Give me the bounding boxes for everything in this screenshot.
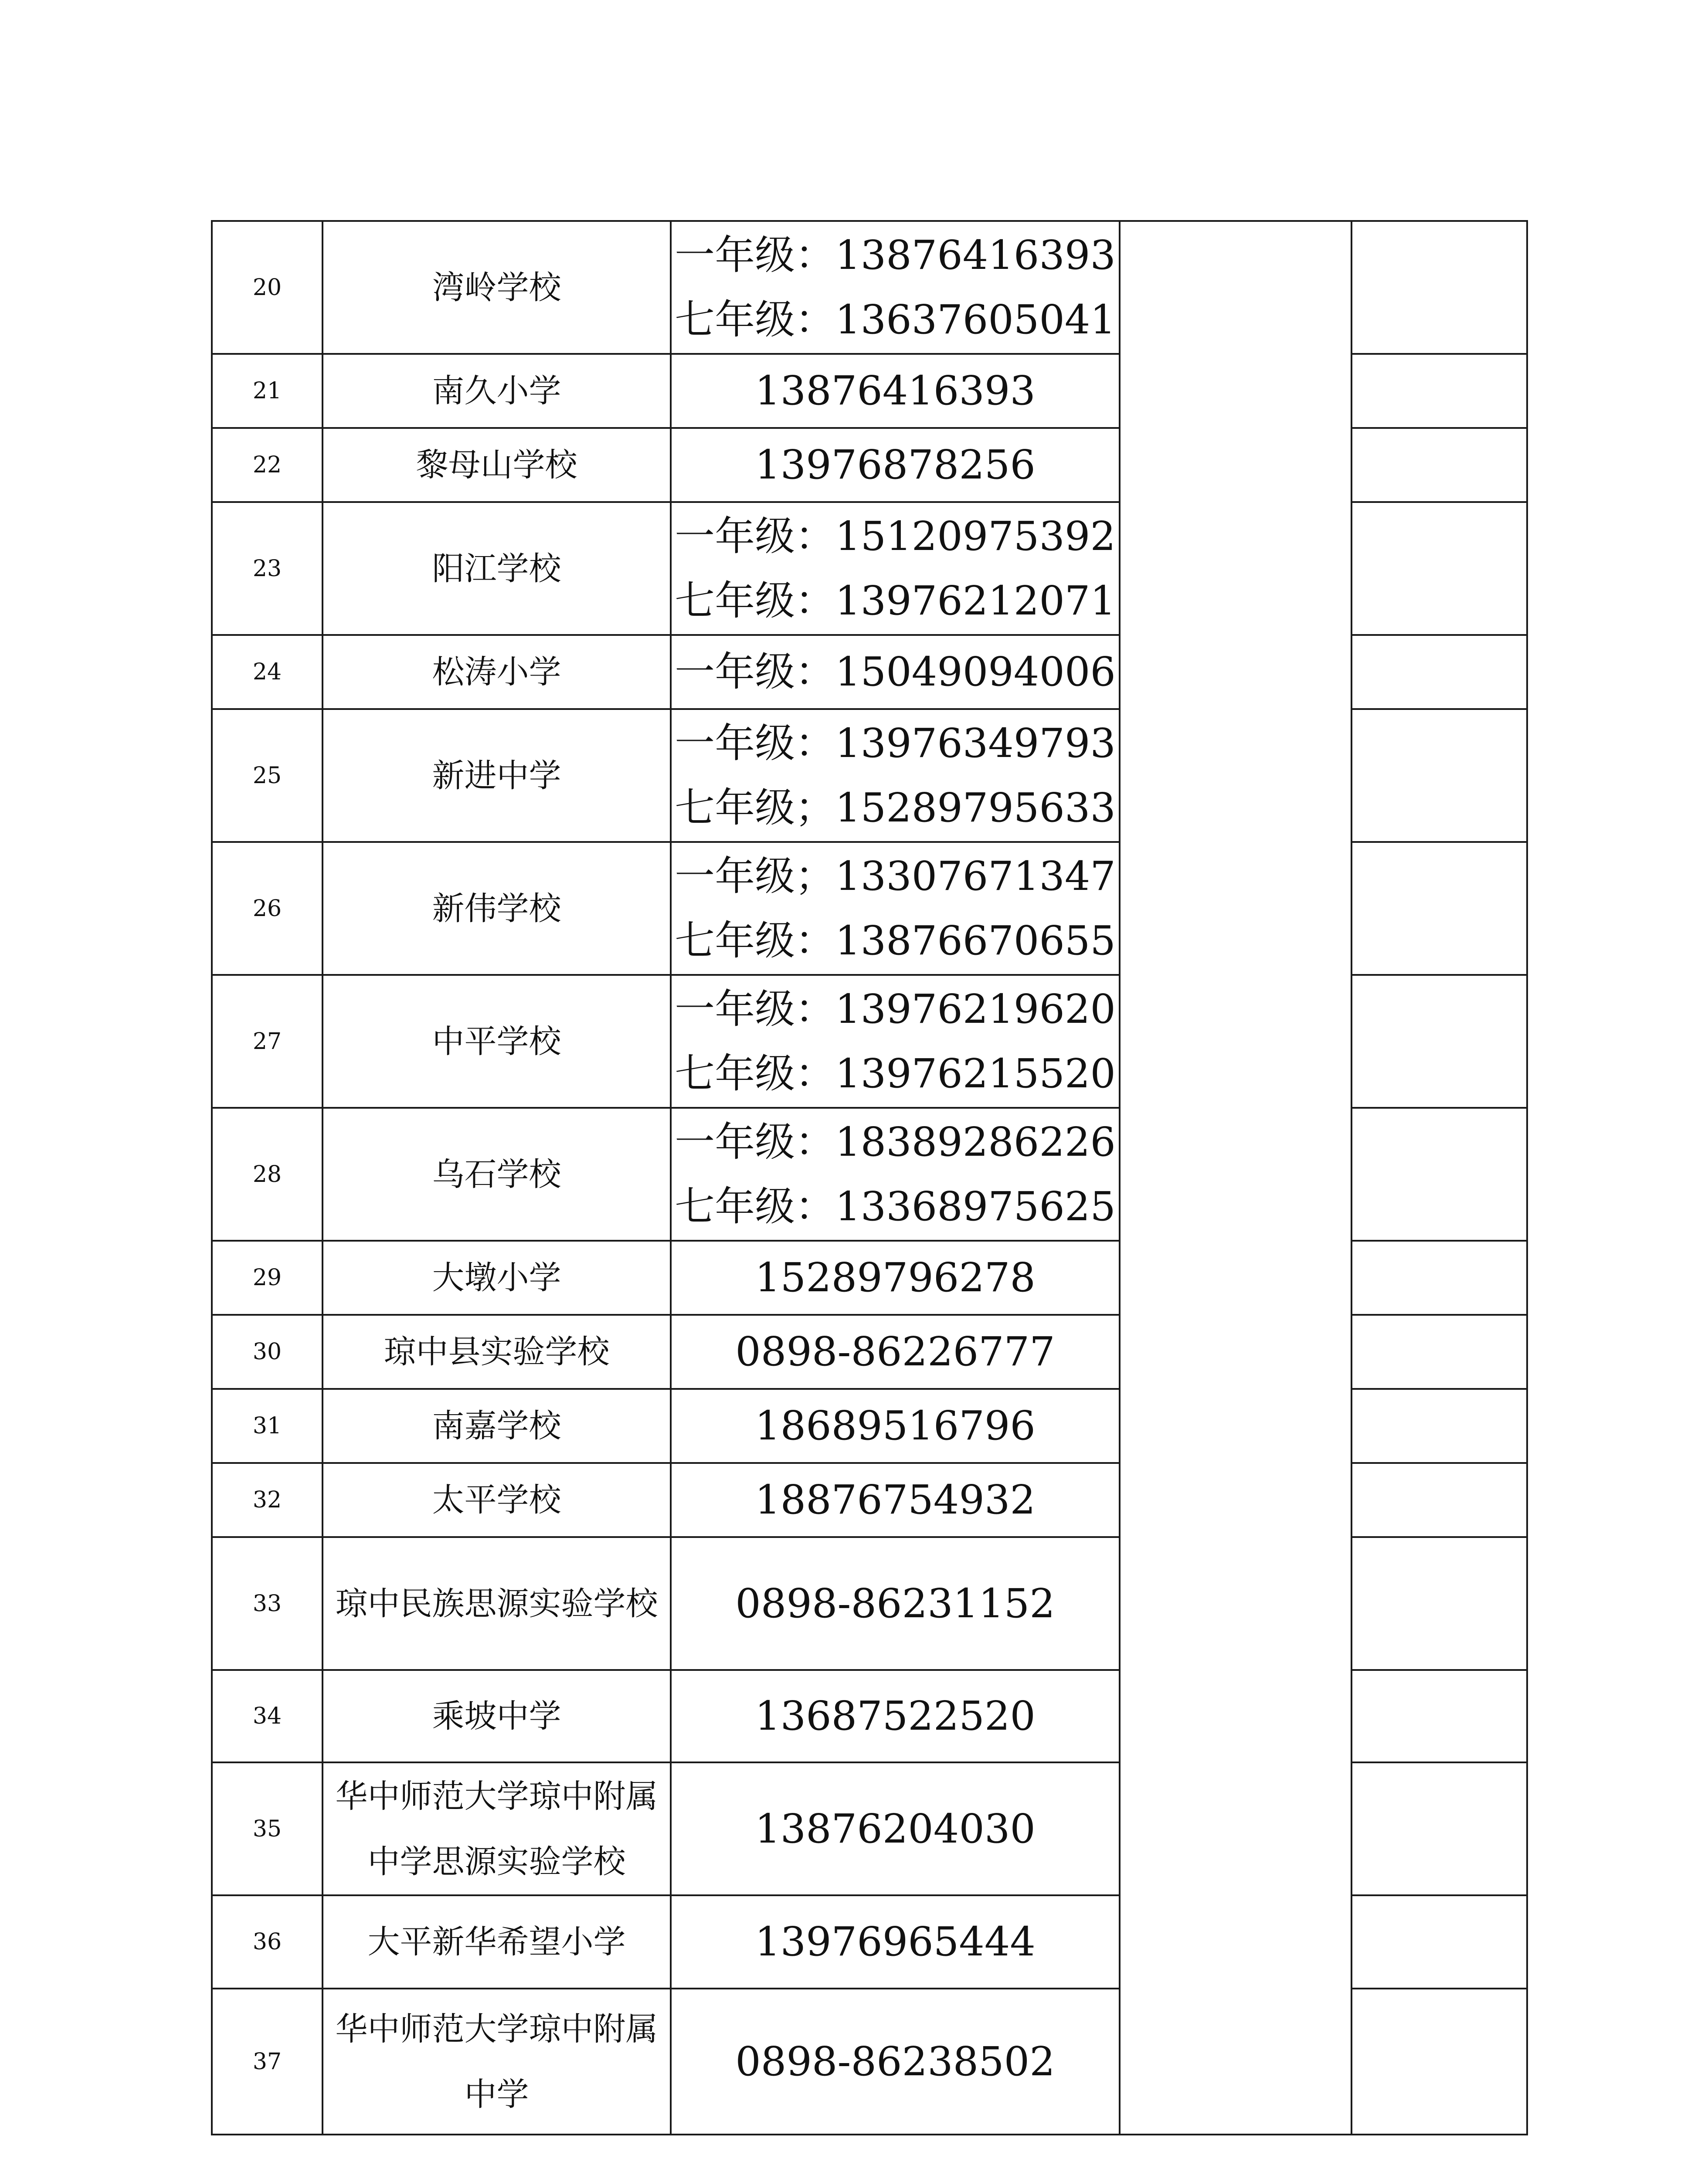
row-number: 25 <box>212 709 323 842</box>
school-name: 黎母山学校 <box>323 428 671 502</box>
empty-cell <box>1351 975 1527 1108</box>
row-number: 31 <box>212 1389 323 1463</box>
phone-cell <box>671 1895 1120 1989</box>
school-name: 阳江学校 <box>323 502 671 635</box>
empty-cell <box>1351 635 1527 709</box>
row-number: 30 <box>212 1315 323 1389</box>
phone-number: 一年级：18389286226 <box>675 1118 1116 1165</box>
row-number: 20 <box>212 221 323 354</box>
empty-cell <box>1351 428 1527 502</box>
empty-cell <box>1351 354 1527 428</box>
phone-cell <box>671 842 1120 975</box>
phone-cell <box>671 1389 1120 1463</box>
school-name: 大墩小学 <box>323 1241 671 1315</box>
school-name: 琼中县实验学校 <box>323 1315 671 1389</box>
empty-cell <box>1351 1537 1527 1670</box>
phone-cell <box>671 1989 1120 2135</box>
phone-number: 13876416393 <box>755 367 1036 414</box>
row-number: 33 <box>212 1537 323 1670</box>
phone-number: 一年级；13307671347 <box>675 852 1116 899</box>
phone-number: 七年级：13976215520 <box>675 1050 1116 1097</box>
row-number: 36 <box>212 1895 323 1989</box>
phone-cell <box>671 975 1120 1108</box>
phone-number: 0898-86226777 <box>735 1328 1055 1375</box>
empty-cell <box>1351 1670 1527 1762</box>
empty-cell <box>1351 1315 1527 1389</box>
empty-cell <box>1351 1989 1527 2135</box>
row-number: 35 <box>212 1762 323 1895</box>
phone-number: 七年级：13976212071 <box>675 577 1116 624</box>
phone-cell <box>671 354 1120 428</box>
phone-number: 13976965444 <box>755 1918 1036 1965</box>
empty-cell <box>1351 1241 1527 1315</box>
phone-cell <box>671 709 1120 842</box>
row-number: 24 <box>212 635 323 709</box>
school-name: 松涛小学 <box>323 635 671 709</box>
phone-cell <box>671 1670 1120 1762</box>
phone-number: 一年级：15049094006 <box>675 648 1116 695</box>
school-name: 中平学校 <box>323 975 671 1108</box>
empty-cell <box>1351 1389 1527 1463</box>
school-name: 太平学校 <box>323 1463 671 1537</box>
phone-cell <box>671 502 1120 635</box>
empty-cell <box>1351 1463 1527 1537</box>
school-name: 新伟学校 <box>323 842 671 975</box>
school-name: 乘坡中学 <box>323 1670 671 1762</box>
empty-cell <box>1351 221 1527 354</box>
phone-cell <box>671 1463 1120 1537</box>
phone-cell <box>671 1108 1120 1241</box>
row-number: 37 <box>212 1989 323 2135</box>
phone-number: 18689516796 <box>755 1402 1036 1449</box>
row-number: 28 <box>212 1108 323 1241</box>
phone-number: 13687522520 <box>755 1693 1036 1739</box>
phone-number: 18876754932 <box>755 1476 1036 1523</box>
row-number: 26 <box>212 842 323 975</box>
phone-cell <box>671 428 1120 502</box>
school-name: 新进中学 <box>323 709 671 842</box>
empty-cell <box>1351 502 1527 635</box>
empty-cell <box>1351 1895 1527 1989</box>
phone-number: 七年级；15289795633 <box>675 784 1116 831</box>
empty-cell <box>1351 842 1527 975</box>
empty-cell <box>1351 1762 1527 1895</box>
empty-cell <box>1351 1108 1527 1241</box>
row-number: 29 <box>212 1241 323 1315</box>
phone-number: 一年级：13976219620 <box>675 985 1116 1032</box>
row-number: 32 <box>212 1463 323 1537</box>
phone-number: 七年级：13637605041 <box>675 296 1116 343</box>
row-number: 21 <box>212 354 323 428</box>
phone-number: 15289796278 <box>755 1254 1036 1301</box>
phone-cell <box>671 1241 1120 1315</box>
school-name: 南久小学 <box>323 354 671 428</box>
phone-number: 0898-86238502 <box>735 2038 1055 2085</box>
school-contact-table <box>211 220 1528 2135</box>
phone-number: 七年级：13368975625 <box>675 1183 1116 1230</box>
phone-number: 一年级：13876416393 <box>675 231 1116 278</box>
phone-cell <box>671 1537 1120 1670</box>
school-name: 琼中民族思源实验学校 <box>323 1537 671 1670</box>
empty-cell <box>1351 709 1527 842</box>
school-name: 大平新华希望小学 <box>323 1895 671 1989</box>
school-name: 湾岭学校 <box>323 221 671 354</box>
school-name: 乌石学校 <box>323 1108 671 1241</box>
row-number: 27 <box>212 975 323 1108</box>
merged-empty-cell <box>1120 221 1351 2135</box>
phone-number: 一年级：15120975392 <box>675 513 1116 560</box>
school-name: 华中师范大学琼中附属中学思源实验学校 <box>323 1762 671 1895</box>
phone-number: 13876204030 <box>755 1805 1036 1852</box>
row-number: 22 <box>212 428 323 502</box>
phone-cell <box>671 635 1120 709</box>
phone-number: 一年级：13976349793 <box>675 720 1116 767</box>
phone-number: 13976878256 <box>755 441 1036 488</box>
row-number: 23 <box>212 502 323 635</box>
phone-cell <box>671 221 1120 354</box>
school-name: 南嘉学校 <box>323 1389 671 1463</box>
phone-number: 0898-86231152 <box>735 1580 1055 1627</box>
school-name: 华中师范大学琼中附属中学 <box>323 1989 671 2135</box>
phone-number: 七年级：13876670655 <box>675 917 1116 964</box>
row-number: 34 <box>212 1670 323 1762</box>
phone-cell <box>671 1315 1120 1389</box>
phone-cell <box>671 1762 1120 1895</box>
table-row <box>212 221 1527 354</box>
